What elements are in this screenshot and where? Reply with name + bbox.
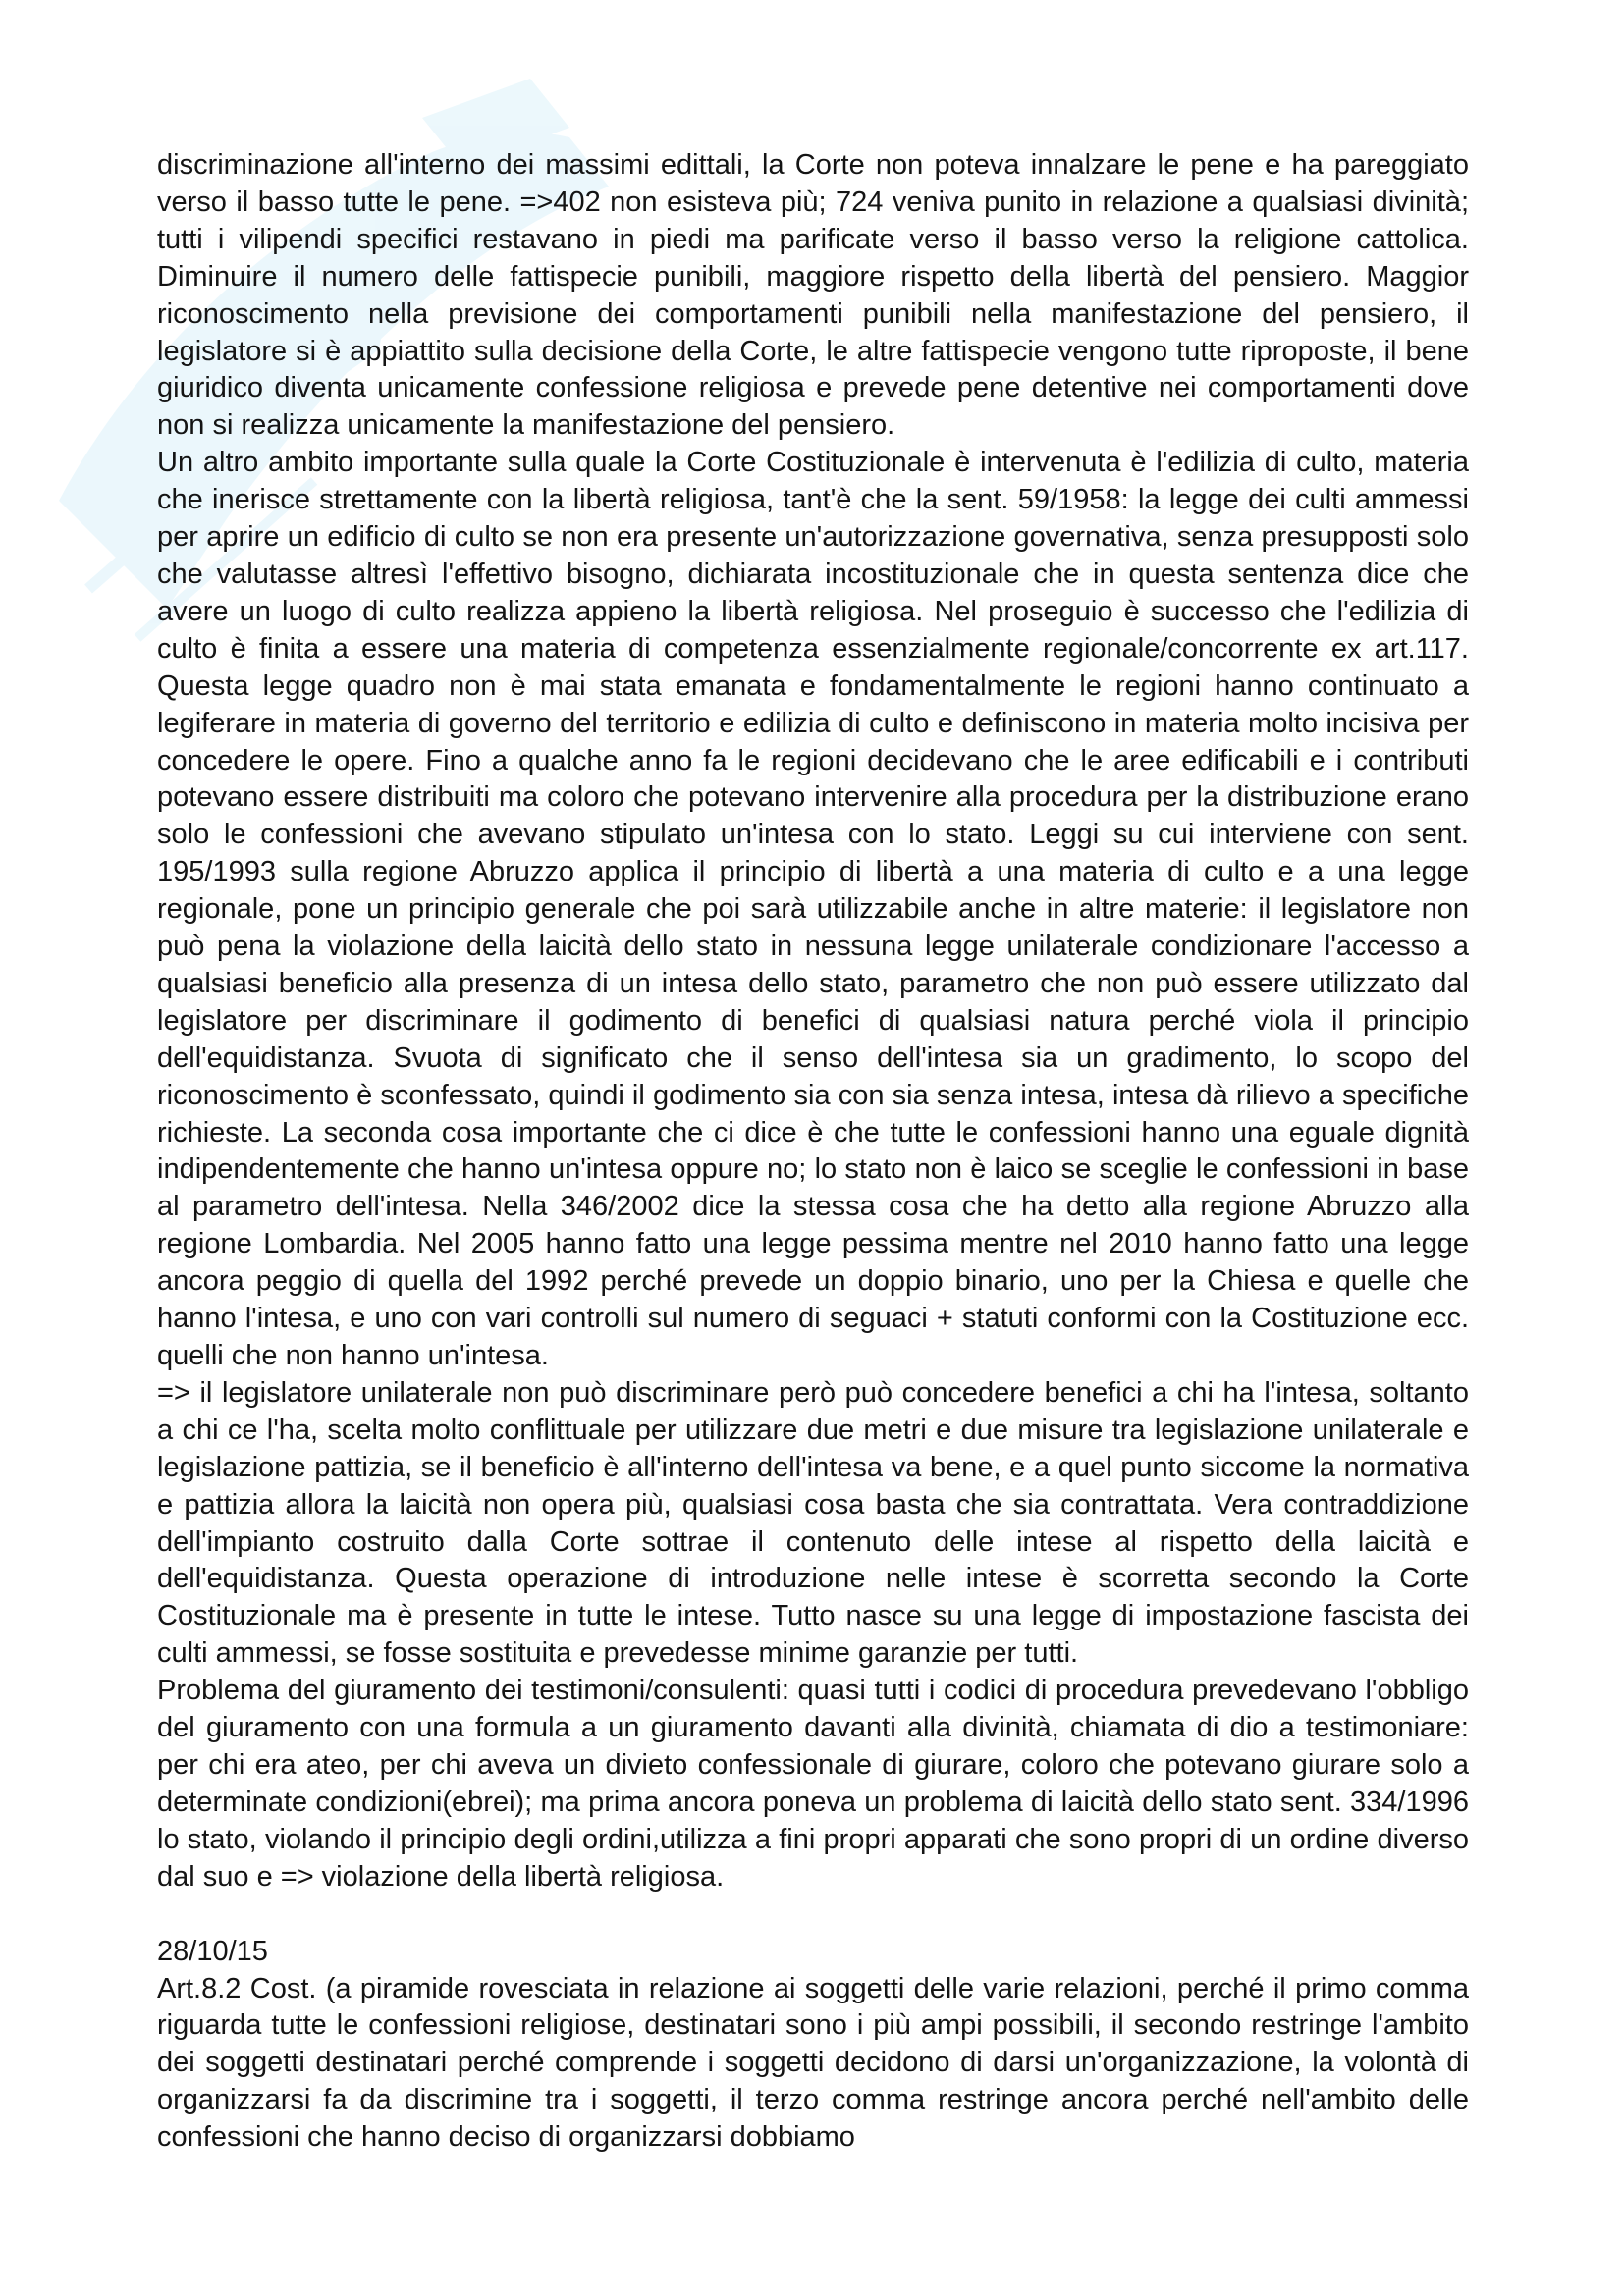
document-page: [157, 147, 1469, 2157]
paragraph-unilateral-legislator: => il legislatore unilaterale non può discriminare però può concedere benefici a chi ha l'intesa, soltanto a chi ce l'ha, scelta molto conflittuale per utilizzare due metri e due misure tra legislazione unilaterale e legislazione pattizia, se il beneficio è all'interno dell'intesa va bene, e a quel punto siccome la normativa e pattizia allora la laicità non opera più, qualsiasi cosa basta che sia contrattata. Vera contraddizione dell'impianto costruito dalla Corte sottrae il contenuto delle intese al rispetto della laicità e dell'equidistanza. Questa operazione di introduzione nelle intese è scorretta secondo la Corte Costituzionale ma è presente in tutte le intese. Tutto nasce su una legge di impostazione fascista dei culti ammessi, se fosse sostituita e prevedesse minime garanzie per tutti.: [157, 1376, 1469, 1670]
lecture-date: 28/10/15: [157, 1935, 268, 1967]
spacer: [157, 1896, 1469, 1934]
paragraph-worship-buildings: Un altro ambito importante sulla quale la Corte Costituzionale è intervenuta è l'edilizia di culto, materia che inerisce strettamente con la libertà religiosa, tant'è che la sent. 59/1958: la legge dei culti ammessi per aprire un edificio di culto se non era presente un'autorizzazione governativa, senza presupposti solo che valutasse altresì l'effettivo bisogno, dichiarata incostituzionale che in questa sentenza dice che avere un luogo di culto realizza appieno la libertà religiosa. Nel proseguio è successo che l'edilizia di culto è finita a essere una materia di competenza essenzialmente regionale/concorrente ex art.117. Questa legge quadro non è mai stata emanata e fondamentalmente le regioni hanno continuato a legiferare in materia di governo del territorio e edilizia di culto e definiscono in materia molto incisiva per concedere le opere. Fino a qualche anno fa le regioni decidevano che le aree edificabili e i contributi potevano essere distribuiti ma coloro che potevano intervenire alla procedura per la distribuzione erano solo le confessioni che avevano stipulato un'intesa con lo stato. Leggi su cui interviene con sent. 195/1993 sulla regione Abruzzo applica il principio di libertà a una materia di culto e a una legge regionale, pone un principio generale che poi sarà utilizzabile anche in altre materie: il legislatore non può pena la violazione della laicità dello stato in nessuna legge unilaterale condizionare l'accesso a qualsiasi beneficio alla presenza di un intesa dello stato, parametro che non può essere utilizzato dal legislatore per discriminare il godimento di benefici di qualsiasi natura perché viola il principio dell'equidistanza. Svuota di significato che il senso dell'intesa sia un gradimento, lo scopo del riconoscimento è sconfessato, quindi il godimento sia con sia senza intesa, intesa dà rilievo a specifiche richieste. La seconda cosa importante che ci dice è che tutte le confessioni hanno una eguale dignità indipendentemente che hanno un'intesa oppure no; lo stato non è laico se sceglie le confessioni in base al parametro dell'intesa. Nella 346/2002 dice la stessa cosa che ha detto alla regione Abruzzo alla regione Lombardia. Nel 2005 hanno fatto una legge pessima mentre nel 2010 hanno fatto una legge ancora peggio di quella del 1992 perché prevede un doppio binario, uno per la Chiesa e quelle che hanno l'intesa, e uno con vari controlli sul numero di seguaci + statuti conformi con la Costituzione ecc. quelli che non hanno un'intesa.: [157, 447, 1469, 1371]
paragraph-oath-witnesses: Problema del giuramento dei testimoni/consulenti: quasi tutti i codici di procedura prevedevano l'obbligo del giuramento con una formula a un giuramento davanti alla divinità, chiamata di dio a testimoniare: per chi era ateo, per chi aveva un divieto confessionale di giurare, coloro che potevano giurare solo a determinate condizioni(ebrei); ma prima ancora poneva un problema di laicità dello stato sent. 334/1996 lo stato, violando il principio degli ordini,utilizza a fini propri apparati che sono propri di un ordine diverso dal suo e => violazione della libertà religiosa.: [157, 1675, 1469, 1893]
paragraph-art-8-2: Art.8.2 Cost. (a piramide rovesciata in relazione ai soggetti delle varie relazioni, perché il primo comma riguarda tutte le confessioni religiose, destinatari sono i più ampi possibili, il secondo restringe l'ambito dei soggetti destinatari perché comprende i soggetti decidono di darsi un'organizzazione, la volontà di organizzarsi fa da discrimine tra i soggetti, il terzo comma restringe ancora perché nell'ambito delle confessioni che hanno deciso di organizzarsi dobbiamo: [157, 1972, 1469, 2154]
paragraph-penalties: discriminazione all'interno dei massimi edittali, la Corte non poteva innalzare le pene e ha pareggiato verso il basso tutte le pene. =>402 non esisteva più; 724 veniva punito in relazione a qualsiasi divinità; tutti i vilipendi specifici restavano in piedi ma parificate verso il basso verso la religione cattolica. Diminuire il numero delle fattispecie punibili, maggiore rispetto della libertà del pensiero. Maggior riconoscimento nella previsione dei comportamenti punibili nella manifestazione del pensiero, il legislatore si è appiattito sulla decisione della Corte, le altre fattispecie vengono tutte riproposte, il bene giuridico diventa unicamente confessione religiosa e prevede pene detentive nei comportamenti dove non si realizza unicamente la manifestazione del pensiero.: [157, 149, 1469, 442]
